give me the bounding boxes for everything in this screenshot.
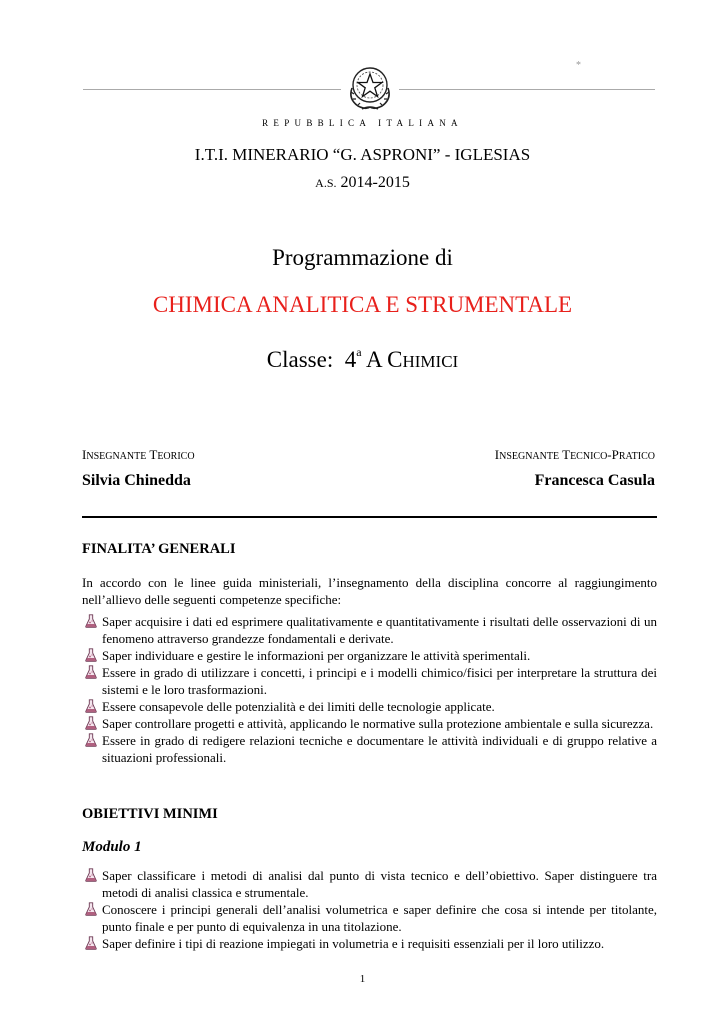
modulo-heading: Modulo 1: [82, 839, 142, 855]
class-superscript: a: [356, 345, 362, 359]
obiettivi-list: [82, 867, 657, 952]
list-item-text: Essere in grado di redigere relazioni tecniche e documentare le attività individuali e di gruppo relative a situazioni professionali.: [102, 733, 657, 765]
header-rule-right: [399, 89, 655, 90]
flask-bullet-icon: [85, 699, 97, 713]
class-course-initial: C: [387, 347, 403, 372]
list-item: [82, 901, 657, 935]
year-prefix: A.S.: [315, 176, 337, 190]
list-item: [82, 664, 657, 698]
finalita-list: [82, 613, 657, 766]
page-number: 1: [359, 973, 366, 985]
list-item: [82, 647, 657, 664]
class-number: 4: [344, 347, 357, 372]
subject-title: CHIMICA ANALITICA E STRUMENTALE: [152, 292, 573, 317]
list-item-text: Saper acquisire i dati ed esprimere qualitativamente e quantitativamente i risultati delle osservazioni di un fenomeno attraverso grandezze fondamentali e derivate.: [102, 614, 657, 646]
finalita-intro: In accordo con le linee guida ministeriali, l’insegnamento della disciplina concorre al raggiungimento nell’allievo delle seguenti competenze specifiche:: [82, 575, 657, 607]
flask-bullet-icon: [85, 614, 97, 628]
flask-bullet-icon: [85, 936, 97, 950]
class-course-rest: HIMICI: [402, 352, 459, 371]
italian-republic-emblem-icon: [342, 63, 398, 113]
list-item-text: Essere in grado di utilizzare i concetti, i principi e i modelli chimico/fisici per interpretare la struttura dei sistemi e le loro trasformazioni.: [102, 665, 657, 697]
theory-teacher-label: INSEGNANTE TEORICO: [82, 447, 195, 462]
republic-label: REPUBBLICA ITALIANA: [262, 118, 463, 128]
programmazione-heading: Programmazione di: [272, 245, 453, 270]
flask-bullet-icon: [85, 902, 97, 916]
list-item: [82, 715, 657, 732]
school-name: I.T.I. MINERARIO “G. ASPRONI” - IGLESIAS: [194, 145, 531, 164]
flask-bullet-icon: [85, 868, 97, 882]
flask-bullet-icon: [85, 665, 97, 679]
section-divider: [82, 516, 657, 518]
class-section: A: [366, 347, 382, 372]
header-rule-left: [83, 89, 341, 90]
corner-mark: *: [576, 60, 581, 71]
list-item-text: Saper individuare e gestire le informazioni per organizzare le attività sperimentali.: [102, 648, 531, 663]
theory-teacher-name: Silvia Chinedda: [82, 472, 191, 489]
class-label: Classe:: [266, 347, 334, 372]
list-item: [82, 613, 657, 647]
year-value: 2014-2015: [340, 174, 410, 191]
school-year: [0, 174, 725, 192]
list-item-text: Essere consapevole delle potenzialità e dei limiti delle tecnologie applicate.: [102, 699, 495, 714]
list-item: [82, 867, 657, 901]
obiettivi-title: OBIETTIVI MINIMI: [82, 806, 218, 822]
practical-teacher-name: Francesca Casula: [534, 472, 655, 489]
list-item-text: Saper definire i tipi di reazione impiegati in volumetria e i requisiti essenziali per il loro utilizzo.: [102, 936, 605, 951]
list-item-text: Saper classificare i metodi di analisi dal punto di vista tecnico e dell’obiettivo. Saper distinguere tra metodi di analisi classica e strumentale.: [102, 868, 657, 900]
list-item: [82, 935, 657, 952]
flask-bullet-icon: [85, 716, 97, 730]
list-item: [82, 732, 657, 766]
practical-teacher-label: INSEGNANTE TECNICO-PRATICO: [494, 447, 655, 462]
flask-bullet-icon: [85, 733, 97, 747]
list-item-text: Saper controllare progetti e attività, applicando le normative sulla protezione ambientale e sulla sicurezza.: [102, 716, 654, 731]
flask-bullet-icon: [85, 648, 97, 662]
class-heading: [0, 347, 725, 373]
list-item-text: Conoscere i principi generali dell’analisi volumetrica e saper definire che cosa si intende per titolante, punto finale e per punto di equivalenza in una titolazione.: [102, 902, 657, 934]
list-item: [82, 698, 657, 715]
finalita-title: FINALITA’ GENERALI: [82, 541, 236, 557]
